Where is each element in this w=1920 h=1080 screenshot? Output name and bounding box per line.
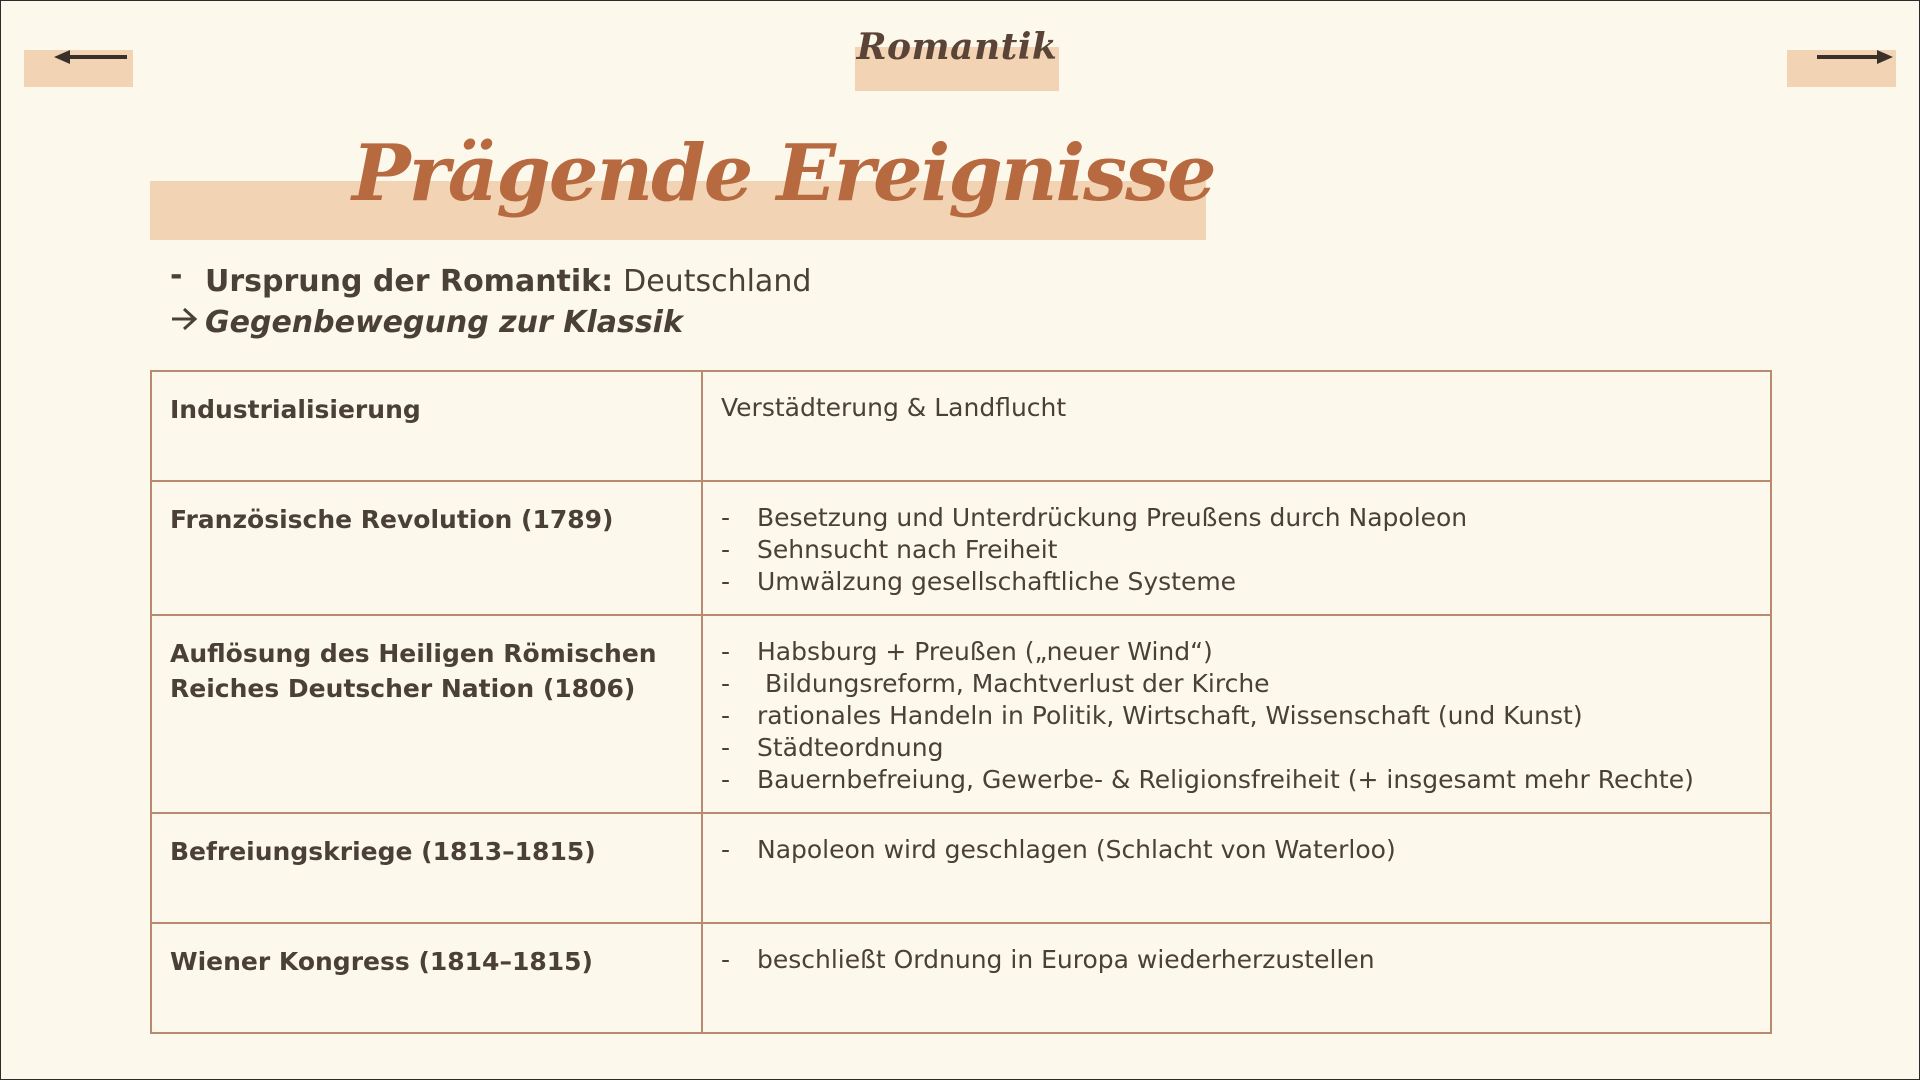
bullet-text: Umwälzung gesellschaftliche Systeme bbox=[757, 567, 1237, 596]
bullet-text: Napoleon wird geschlagen (Schlacht von Waterloo) bbox=[757, 835, 1396, 864]
list-item: - beschließt Ordnung in Europa wiederherzustellen bbox=[721, 945, 1375, 974]
event-detail bbox=[702, 481, 1771, 615]
events-table bbox=[150, 370, 1772, 1034]
table-row bbox=[151, 615, 1771, 813]
table-row bbox=[151, 481, 1771, 615]
event-name-line: Auflösung des Heiligen Römischen bbox=[170, 639, 657, 668]
section-header: Romantik bbox=[856, 26, 1058, 68]
table-row bbox=[151, 371, 1771, 481]
arrow-left-icon bbox=[52, 50, 132, 80]
list-item: - Habsburg + Preußen („neuer Wind“) bbox=[721, 637, 1213, 666]
bullet-text: Städteordnung bbox=[757, 733, 944, 762]
intro-origin-label: Ursprung der Romantik: bbox=[205, 264, 614, 299]
intro-dash: - bbox=[170, 258, 183, 293]
intro-origin-value: Deutschland bbox=[623, 264, 812, 299]
next-slide-button[interactable] bbox=[1787, 50, 1896, 87]
bullet-text: Bildungsreform, Machtverlust der Kirche bbox=[757, 669, 1270, 698]
detail-text: Verstädterung & Landflucht bbox=[721, 393, 1067, 422]
event-name-line: Reiches Deutscher Nation (1806) bbox=[170, 674, 636, 703]
event-name: Industrialisierung bbox=[151, 371, 702, 481]
table-row bbox=[151, 923, 1771, 1033]
list-item: - Sehnsucht nach Freiheit bbox=[721, 535, 1058, 564]
event-detail bbox=[702, 813, 1771, 923]
bullet-text: Bauernbefreiung, Gewerbe- & Religionsfreiheit (+ insgesamt mehr Rechte) bbox=[757, 765, 1694, 794]
page-title: Prägende Ereignisse bbox=[352, 128, 1215, 219]
list-item: - Bildungsreform, Machtverlust der Kirche bbox=[721, 669, 1270, 698]
bullet-text: Sehnsucht nach Freiheit bbox=[757, 535, 1058, 564]
list-item: - rationales Handeln in Politik, Wirtschaft, Wissenschaft (und Kunst) bbox=[721, 701, 1583, 730]
intro-subline-text: Gegenbewegung zur Klassik bbox=[205, 305, 683, 340]
list-item: - Bauernbefreiung, Gewerbe- & Religionsfreiheit (+ insgesamt mehr Rechte) bbox=[721, 765, 1694, 794]
list-item: - Besetzung und Unterdrückung Preußens durch Napoleon bbox=[721, 503, 1468, 532]
intro-block bbox=[170, 258, 812, 340]
event-detail bbox=[702, 615, 1771, 813]
intro-subline bbox=[170, 305, 811, 340]
arrow-right-icon bbox=[1815, 50, 1895, 80]
event-detail bbox=[702, 371, 1771, 481]
intro-origin-line bbox=[170, 258, 812, 299]
bullet-text: beschließt Ordnung in Europa wiederherzustellen bbox=[757, 945, 1375, 974]
list-item: - Städteordnung bbox=[721, 733, 944, 762]
bullet-text: rationales Handeln in Politik, Wirtschaft, Wissenschaft (und Kunst) bbox=[757, 701, 1583, 730]
event-detail bbox=[702, 923, 1771, 1033]
event-name: Befreiungskriege (1813–1815) bbox=[151, 813, 702, 923]
prev-slide-button[interactable] bbox=[24, 50, 133, 87]
event-name: Französische Revolution (1789) bbox=[151, 481, 702, 615]
bullet-text: Besetzung und Unterdrückung Preußens durch Napoleon bbox=[757, 503, 1468, 532]
list-item: - Napoleon wird geschlagen (Schlacht von Waterloo) bbox=[721, 835, 1396, 864]
table-row bbox=[151, 813, 1771, 923]
bullet-text: Habsburg + Preußen („neuer Wind“) bbox=[757, 637, 1213, 666]
list-item: - Umwälzung gesellschaftliche Systeme bbox=[721, 567, 1237, 596]
arrow-right-icon bbox=[170, 305, 205, 340]
event-name bbox=[151, 615, 702, 813]
event-name: Wiener Kongress (1814–1815) bbox=[151, 923, 702, 1033]
